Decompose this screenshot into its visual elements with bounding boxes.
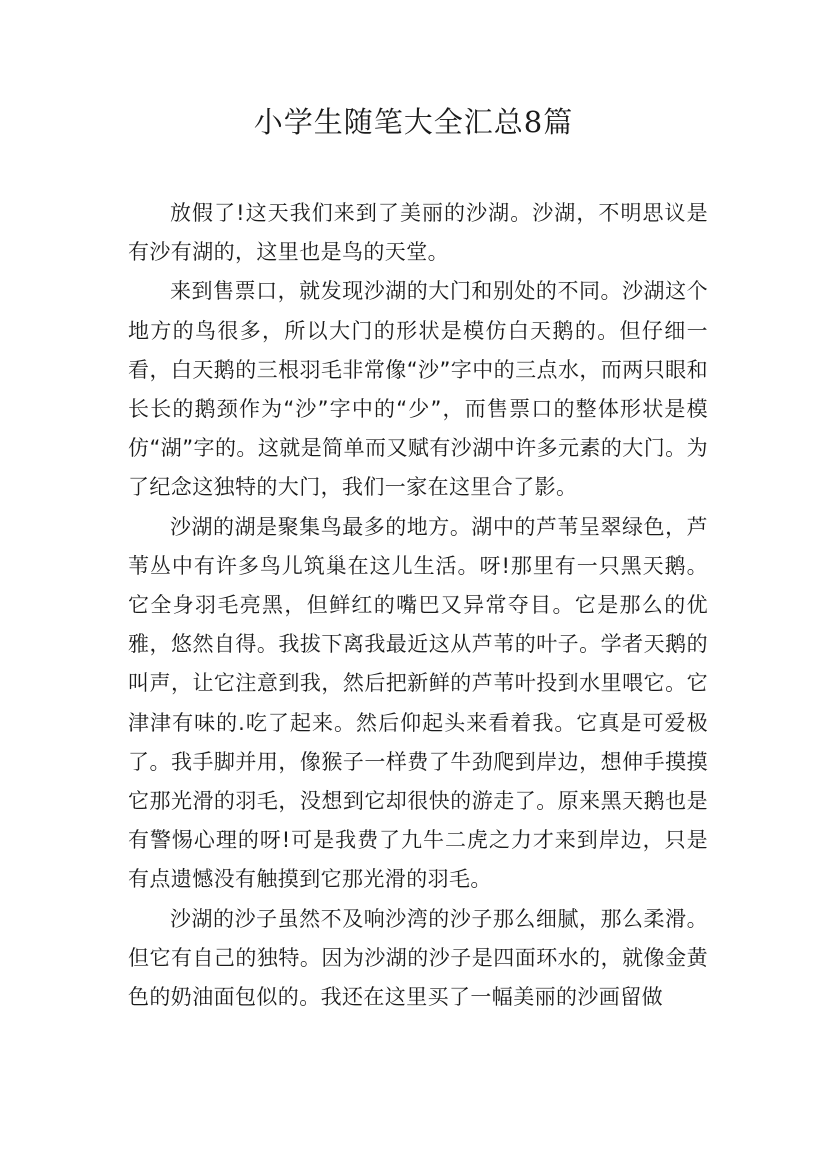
document-title: 小学生随笔大全汇总8篇	[253, 105, 574, 139]
paragraph: 沙湖的湖是聚集鸟最多的地方。湖中的芦苇呈翠绿色，芦苇丛中有许多鸟儿筑巢在这儿生活。呀!那里有一只黑天鹅。它全身羽毛亮黑，但鲜红的嘴巴又异常夺目。它是那么的优雅，悠然自得。我拔下离我最近这从芦苇的叶子。学者天鹅的叫声，让它注意到我，然后把新鲜的芦苇叶投到水里喂它。它津津有味的.吃了起来。然后仰起头来看着我。它真是可爱极了。我手脚并用，像猴子一样费了牛劲爬到岸边，想伸手摸摸它那光滑的羽毛，没想到它却很快的游走了。原来黑天鹅也是有警惕心理的呀!可是我费了九牛二虎之力才来到岸边，只是有点遗憾没有触摸到它那光滑的羽毛。	[128, 514, 708, 892]
paragraph: 来到售票口，就发现沙湖的大门和别处的不同。沙湖这个地方的鸟很多，所以大门的形状是模仿白天鹅的。但仔细一看，白天鹅的三根羽毛非常像“沙”字中的三点水，而两只眼和长长的鹅颈作为“沙”字中的“少”，而售票口的整体形状是模仿“湖”字的。这就是简单而又赋有沙湖中许多元素的大门。为了纪念这独特的大门，我们一家在这里合了影。	[128, 279, 708, 500]
paragraph: 沙湖的沙子虽然不及响沙湾的沙子那么细腻，那么柔滑。但它有自己的独特。因为沙湖的沙子是四面环水的，就像金黄色的奶油面包似的。我还在这里买了一幅美丽的沙画留做	[128, 906, 708, 1010]
document-body	[128, 194, 708, 1017]
paragraph: 放假了!这天我们来到了美丽的沙湖。沙湖，不明思议是有沙有湖的，这里也是鸟的天堂。	[128, 201, 708, 265]
